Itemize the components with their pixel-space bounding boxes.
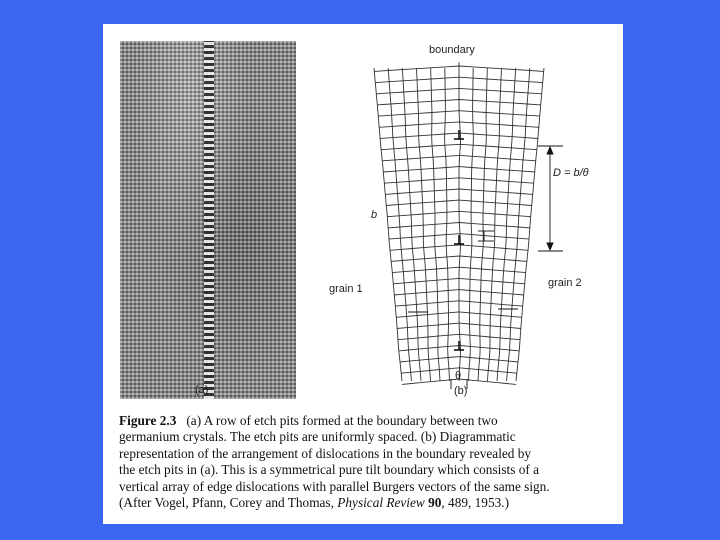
spacing-label: D = b/θ	[553, 167, 589, 179]
caption-line: (After Vogel, Pfann, Corey and Thomas, Physical Review 90, 489, 1953.)	[119, 495, 509, 511]
figure-caption	[119, 413, 611, 511]
journal-name: Physical Review	[337, 495, 425, 511]
etch-pit-row	[204, 41, 214, 399]
caption-line: vertical array of edge dislocations with parallel Burgers vectors of the same sign.	[119, 478, 550, 494]
dislocation-symbol-top	[454, 130, 464, 139]
journal-volume: 90	[428, 495, 442, 511]
angle-label: θ	[455, 370, 462, 382]
dislocation-symbol-middle	[454, 235, 464, 244]
caption-line: the etch pits in (a). This is a symmetrical pure tilt boundary which consists of a	[119, 462, 539, 478]
lattice-column-line	[469, 68, 474, 381]
caption-line: Figure 2.3 (a) A row of etch pits formed at the boundary between two	[119, 413, 498, 428]
boundary-label: boundary	[429, 44, 475, 56]
figure-page	[103, 24, 623, 524]
lattice-row-line	[391, 256, 527, 261]
panel-b-label: (b)	[454, 385, 468, 397]
lattice-column-line	[445, 68, 450, 381]
lattice-row-line	[390, 245, 529, 250]
caption-line: germanium crystals. The etch pits are uniformly spaced. (b) Diagrammatic	[119, 429, 516, 445]
spacing-dimension	[538, 146, 563, 251]
lattice-row-line	[398, 334, 521, 339]
burgers-vector-label: b	[371, 209, 378, 221]
lattice-row-line	[379, 122, 539, 127]
grain-1-label: grain 1	[329, 283, 363, 295]
lattice-row-line	[381, 144, 537, 149]
etch-pit-micrograph	[120, 41, 296, 399]
figure-number: Figure 2.3	[119, 413, 177, 428]
panel-a-label: (a)	[195, 384, 209, 396]
tilt-boundary-diagram	[318, 44, 608, 414]
lattice-row-line	[400, 357, 519, 362]
grain-2-label: grain 2	[548, 277, 582, 289]
lattice-grid	[374, 66, 544, 384]
caption-line: representation of the arrangement of dislocations in the boundary revealed by	[119, 445, 532, 461]
